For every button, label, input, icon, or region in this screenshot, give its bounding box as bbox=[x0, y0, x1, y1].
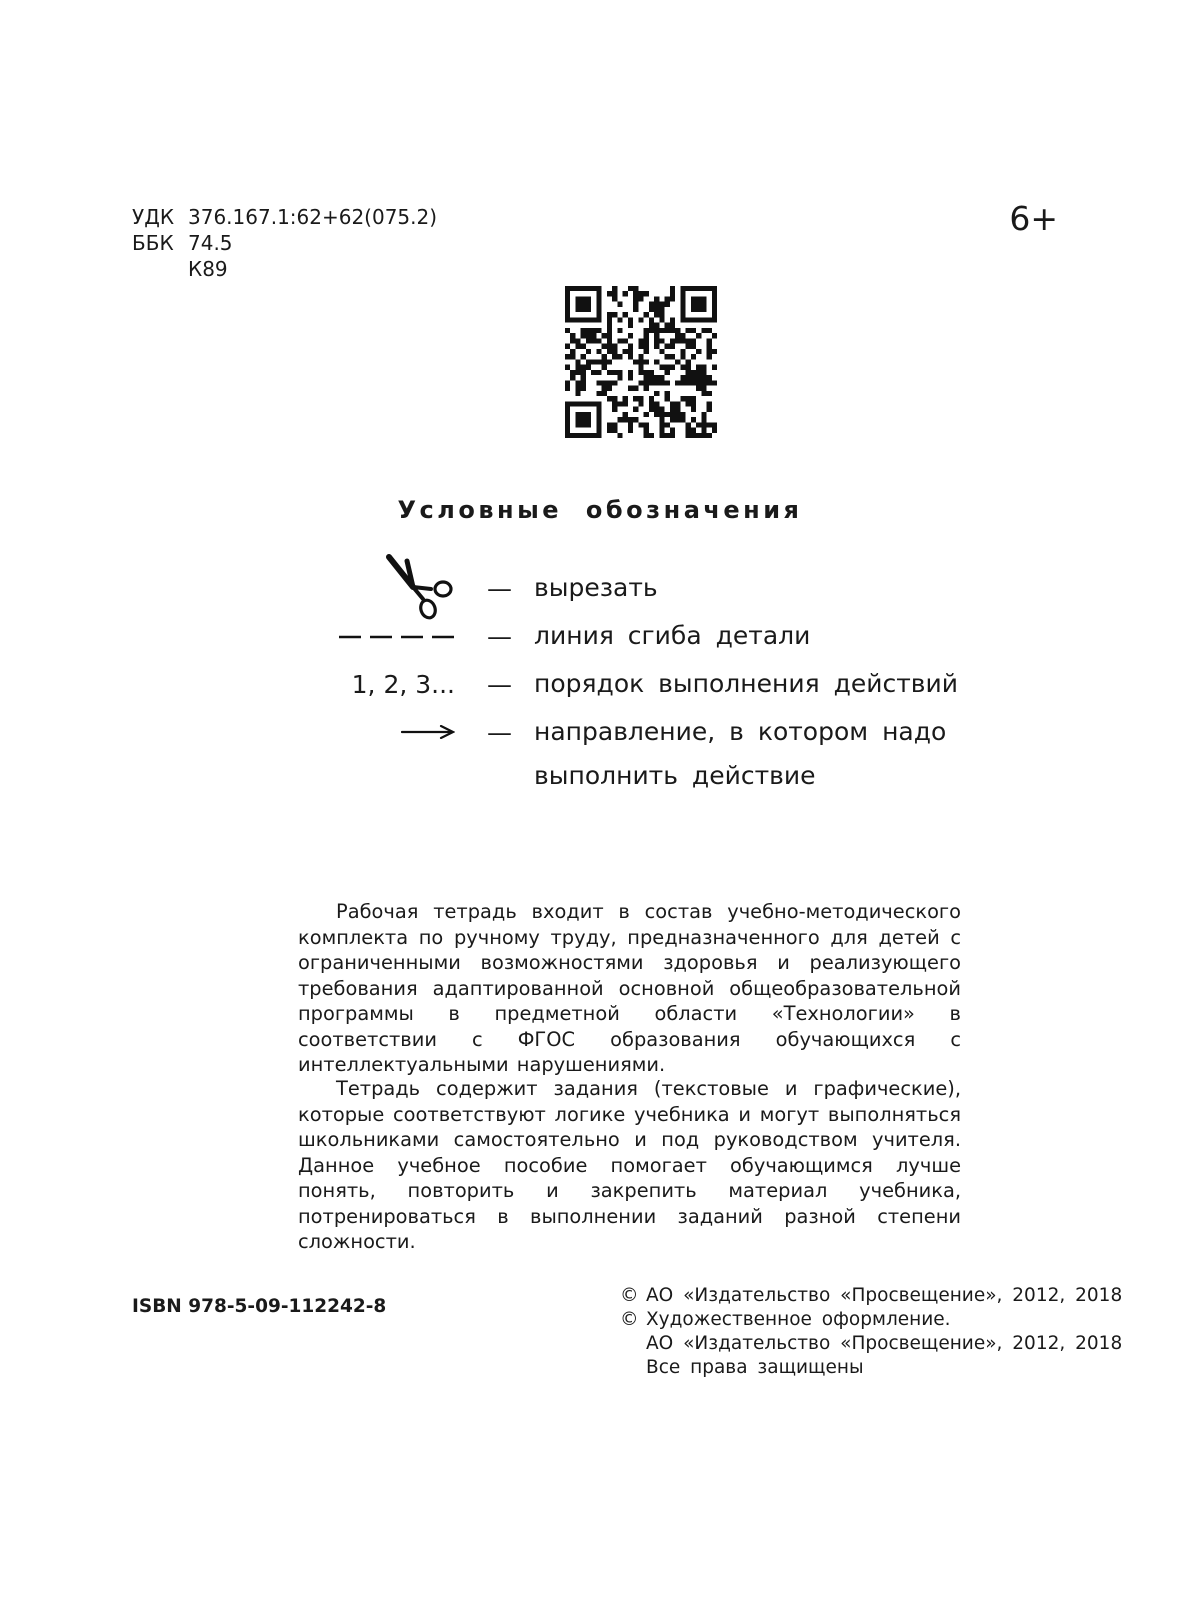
udk-label: УДК bbox=[132, 205, 175, 229]
legend-symbol-order: 1, 2, 3... bbox=[351, 669, 455, 699]
isbn: ISBN 978-5-09-112242-8 bbox=[132, 1296, 387, 1317]
copyright-line: Все права защищены bbox=[646, 1357, 864, 1378]
bbk-label: ББК bbox=[132, 231, 174, 255]
description-paragraph: Рабочая тетрадь входит в состав учебно-методического комплекта по ручному труду, предназначенного для детей с ограниченными возможностями здоровья и реализующего требования адаптированной основной общеобразовательной программы в предметной области «Технологии» в соответствии с ФГОС образования обучающихся с интеллектуальными нарушениями. bbox=[298, 900, 961, 1076]
copyright-line: АО «Издательство «Просвещение», 2012, 2018 bbox=[646, 1333, 1123, 1354]
legend-dash: — bbox=[487, 669, 512, 699]
copyright-symbol: © bbox=[620, 1309, 639, 1330]
age-rating: 6+ bbox=[1009, 199, 1058, 238]
legend-item-order bbox=[0, 662, 1200, 706]
legend-dash: — bbox=[487, 717, 512, 747]
description-paragraph: Тетрадь содержит задания (текстовые и графические), которые соответствуют логике учебника и могут выполняться школьниками самостоятельно и под руководством учителя. Данное учебное пособие помогает обучающимся лучше понять, повторить и закрепить материал учебника, потренироваться в выполнении заданий разной степени сложности. bbox=[298, 1077, 961, 1253]
copyright-line: АО «Издательство «Просвещение», 2012, 2018 bbox=[646, 1285, 1123, 1306]
dashed-line-icon bbox=[339, 614, 455, 658]
bbk-value: 74.5 bbox=[188, 231, 233, 255]
legend-item-cut bbox=[0, 566, 1200, 610]
author-mark: К89 bbox=[188, 257, 228, 281]
legend-text: порядок выполнения действий bbox=[534, 669, 959, 698]
legend-title: Условные обозначения bbox=[397, 496, 803, 524]
legend-dash: — bbox=[487, 621, 512, 651]
scissors-icon bbox=[383, 566, 455, 610]
legend-text: направление, в котором надо выполнить действие bbox=[534, 717, 947, 790]
legend-item-fold-line bbox=[0, 614, 1200, 658]
copyright-block bbox=[620, 1284, 1122, 1380]
qr-code bbox=[565, 286, 717, 438]
copyright-line: Художественное оформление. bbox=[646, 1309, 951, 1330]
bibliographic-block bbox=[132, 204, 437, 282]
arrow-right-icon bbox=[401, 710, 455, 754]
legend-item-direction bbox=[0, 710, 1200, 790]
udk-value: 376.167.1:62+62(075.2) bbox=[188, 205, 438, 229]
copyright-symbol: © bbox=[620, 1285, 639, 1306]
legend-text: линия сгиба детали bbox=[534, 621, 811, 650]
legend-text: вырезать bbox=[534, 573, 658, 602]
legend-dash: — bbox=[487, 573, 512, 603]
